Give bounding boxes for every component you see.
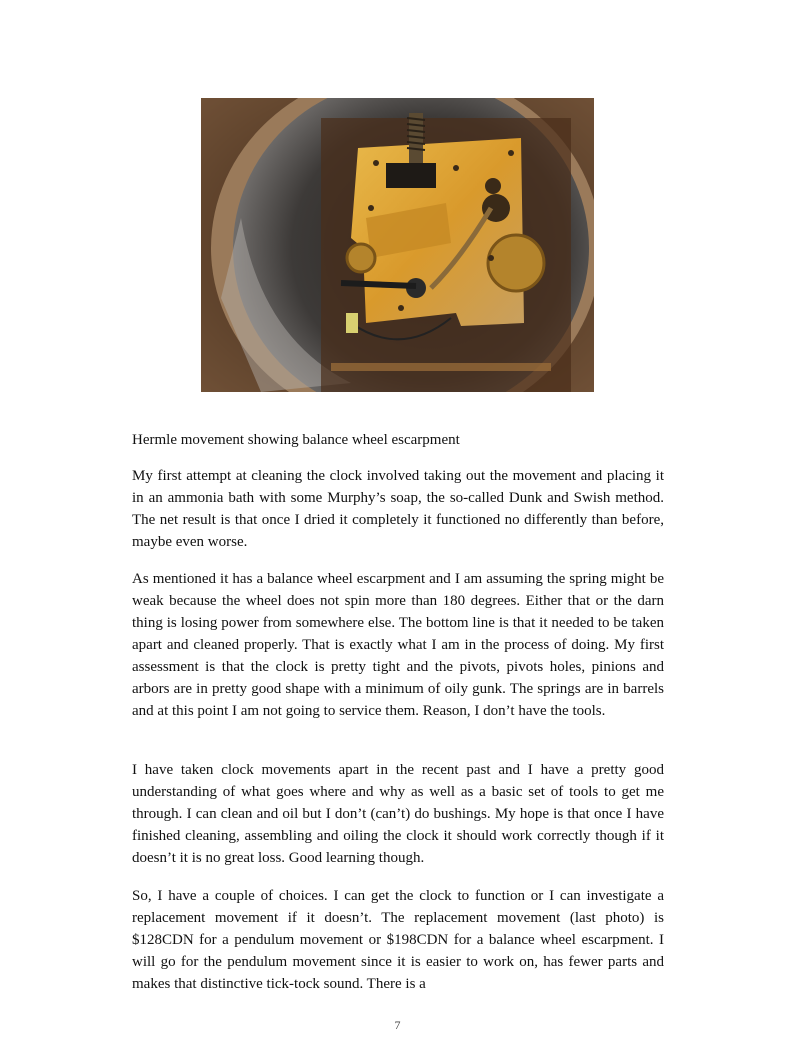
body-paragraph-3: I have taken clock movements apart in the recent past and I have a pretty good understanding of what goes where and why as well as a basic set of tools to get me through. I can clean and oil but I don’t (can’t) do bushings. My hope is that once I have finished cleaning, assembling and oiling the clock it should work correctly though if it doesn’t it is no great loss. Good learning though. <box>132 762 664 866</box>
page-number: 7 <box>394 1018 401 1032</box>
clock-movement-photo <box>201 98 594 392</box>
body-paragraph-2: As mentioned it has a balance wheel escarpment and I am assuming the spring might be weak because the wheel does not spin more than 180 degrees. Either that or the darn thing is losing power from somewhere else. The bottom line is that it needed to be taken apart and cleaned properly. That is exactly what I am in the process of doing. My first assessment is that the clock is pretty tight and the pivots, pivots holes, pinions and arbors are in pretty good shape with a minimum of oily gunk. The springs are in barrels and at this point I am not going to service them. Reason, I don’t have the tools. <box>132 571 664 719</box>
figure-caption: Hermle movement showing balance wheel escarpment <box>132 432 460 448</box>
body-paragraph-1: My first attempt at cleaning the clock involved taking out the movement and placing it in an ammonia bath with some Murphy’s soap, the so-called Dunk and Swish method. The net result is that once I dried it completely it functioned no differently than before, maybe even worse. <box>132 468 664 550</box>
body-paragraph-4: So, I have a couple of choices. I can get the clock to function or I can investigate a replacement movement if it doesn’t. The replacement movement (last photo) is $128CDN for a pendulum movement or $198CDN for a balance wheel escarpment. I will go for the pendulum movement since it is easier to work on, has fewer parts and makes that distinctive tick-tock sound. There is a <box>132 888 664 992</box>
